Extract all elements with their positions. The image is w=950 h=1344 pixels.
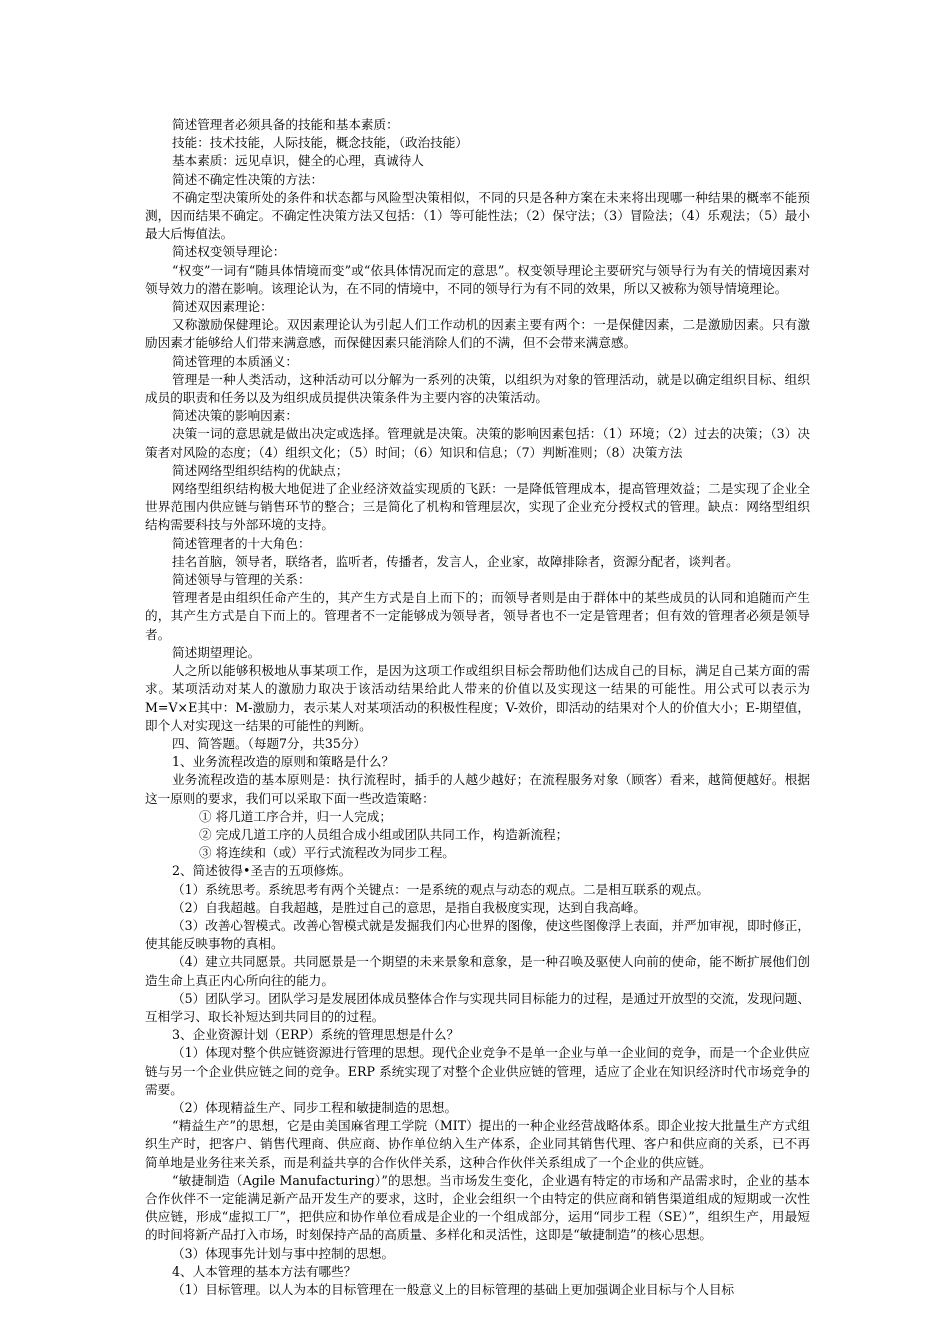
paragraph: 简述管理的本质涵义： xyxy=(172,353,298,369)
paragraph: 1、业务流程改造的原则和策略是什么？ xyxy=(172,754,395,770)
paragraph: ② 完成几道工序的人员组合成小组或团队共同工作，构造新流程； xyxy=(199,826,569,842)
paragraph: 挂名首脑，领导者，联络者，监听者，传播者，发言人，企业家，故障排除者，资源分配者，谈判者。 xyxy=(172,553,739,569)
paragraph: 人之所以能够积极地从事某项工作，是因为这项工作或组织目标会帮助他们达成自己的目标，满足自己某方面的需求。某项活动对某人的激励力取决于该活动结果给此人带来的价值以及实现这一结果的可能性。用公式可以表示为M=V×E其中：M-激励力，表示某人对某项活动的积极性程度；V-效价，即活动的结果对个人的价值大小；E-期望值，即个人对实现这一结果的可能性的判断。 xyxy=(145,663,810,733)
paragraph: 简述期望理论。 xyxy=(172,644,261,660)
paragraph: （2）体现精益生产、同步工程和敏捷制造的思想。 xyxy=(172,1099,458,1115)
paragraph: 业务流程改造的基本原则是：执行流程时，插手的人越少越好；在流程服务对象（顾客）看来，越简便越好。根据这一原则的要求，我们可以采取下面一些改造策略： xyxy=(145,772,810,806)
paragraph: 简述管理者必须具备的技能和基本素质： xyxy=(172,117,399,132)
paragraph: 简述网络型组织结构的优缺点； xyxy=(172,462,349,478)
paragraph: “敏捷制造（Agile Manufacturing）”的思想。当市场发生变化，企业遇有特定的市场和产品需求时，企业的基本合作伙伴不一定能满足新产品开发生产的要求，这时，企业会组织一个由特定的供应商和销售渠道组成的短期或一次性供应链，形成“虚拟工厂”，把供应和协作单位看成是企业的一个组成部分，运用“同步工程（SE）”，组织生产，用最短的时间将新产品打入市场，时刻保持产品的高质量、多样化和灵活性，这即是“敏捷制造”的核心思想。 xyxy=(145,1172,810,1243)
paragraph: “精益生产”的思想，它是由美国麻省理工学院（MIT）提出的一种企业经营战略体系。即企业按大批量生产方式组织生产时，把客户、销售代理商、供应商、协作单位纳入生产体系，企业同其销售代理、客户和供应商的关系，已不再简单地是业务往来关系，而是利益共享的合作伙伴关系，这种合作伙伴关系组成了一个企业的供应链。 xyxy=(145,1118,810,1170)
paragraph: 管理是一种人类活动，这种活动可以分解为一系列的决策，以组织为对象的管理活动，就是以确定组织目标、组织成员的职责和任务以及为组织成员提供决策条件为主要内容的决策活动。 xyxy=(145,371,810,406)
paragraph: （1）系统思考。系统思考有两个关键点：一是系统的观点与动态的观点。二是相互联系的观点。 xyxy=(172,881,709,897)
document-page xyxy=(145,116,810,1299)
paragraph: ③ 将连续和（或）平行式流程改为同步工程。 xyxy=(199,845,455,861)
paragraph: （4）建立共同愿景。共同愿景是一个期望的未来景象和意象，是一种召唤及驱使人向前的使命，能不断扩展他们创造生命上真正内心所向往的能力。 xyxy=(145,954,810,988)
paragraph: （1）体现对整个供应链资源进行管理的思想。现代企业竞争不是单一企业与单一企业间的竞争，而是一个企业供应链与另一个企业供应链之间的竞争。ERP 系统实现了对整个企业供应链的管理，适应了企业在知识经济时代市场竞争的需要。 xyxy=(145,1045,810,1097)
paragraph: （1）目标管理。以人为本的目标管理在一般意义上的目标管理的基础上更加强调企业目标与个人目标 xyxy=(172,1282,735,1297)
paragraph: （5）团队学习。团队学习是发展团体成员整体合作与实现共同目标能力的过程，是通过开放型的交流，发现问题、互相学习、取长补短达到共同目的的过程。 xyxy=(145,990,810,1024)
paragraph: （3）体现事先计划与事中控制的思想。 xyxy=(172,1245,395,1261)
paragraph: 简述决策的影响因素： xyxy=(172,408,298,424)
paragraph: ① 将几道工序合并，归一人完成； xyxy=(199,808,392,824)
paragraph: 基本素质：远见卓识，健全的心理，真诚待人 xyxy=(172,153,424,169)
paragraph: 4、人本管理的基本方法有哪些？ xyxy=(172,1263,357,1279)
paragraph: 简述管理者的十大角色： xyxy=(172,535,311,551)
paragraph: 网络型组织结构极大地促进了企业经济效益实现质的飞跃：一是降低管理成本，提高管理效益；二是实现了企业全世界范围内供应链与销售环节的整合；三是简化了机构和管理层次，实现了企业充分授权式的管理。缺点：网络型组织结构需要科技与外部环境的支持。 xyxy=(145,481,810,533)
paragraph: “权变”一词有“随具体情境而变”或“依具体情况而定的意思”。权变领导理论主要研究与领导行为有关的情境因素对领导效力的潜在影响。该理论认为，在不同的情境中，不同的领导行为有不同的效果，所以又被称为领导情境理论。 xyxy=(145,262,810,296)
paragraph: 简述领导与管理的关系： xyxy=(172,572,311,588)
paragraph: 简述双因素理论： xyxy=(172,299,273,315)
paragraph: 3、企业资源计划（ERP）系统的管理思想是什么？ xyxy=(172,1027,460,1043)
paragraph: 又称激励保健理论。双因素理论认为引起人们工作动机的因素主要有两个：一是保健因素，二是激励因素。只有激励因素才能够给人们带来满意感，而保健因素只能消除人们的不满，但不会带来满意感。 xyxy=(145,317,810,351)
paragraph: 管理者是由组织任命产生的，其产生方式是自上而下的；而领导者则是由于群体中的某些成员的认同和追随而产生的，其产生方式是自下而上的。管理者不一定能够成为领导者，领导者也不一定是管理者；但有效的管理者必须是领导者。 xyxy=(145,590,810,642)
paragraph: 不确定型决策所处的条件和状态都与风险型决策相似，不同的只是各种方案在未来将出现哪一种结果的概率不能预测，因而结果不确定。不确定性决策方法又包括：（1）等可能性法；（2）保守法；（3）冒险法；（4）乐观法；（5）最小最大后悔值法。 xyxy=(145,189,810,242)
paragraph: （2）自我超越。自我超越，是胜过自己的意思，是指自我极度实现，达到自我高峰。 xyxy=(172,899,646,915)
paragraph: 简述不确定性决策的方法： xyxy=(172,171,324,187)
paragraph: 技能：技术技能，人际技能，概念技能，（政治技能） xyxy=(172,135,468,151)
paragraph: 简述权变领导理论： xyxy=(172,244,286,260)
paragraph: 决策一词的意思就是做出决定或选择。管理就是决策。决策的影响因素包括：（1）环境；（2）过去的决策；（3）决策者对风险的态度；（4）组织文化；（5）时间；（6）知识和信息；（7）判断准则；（8）决策方法 xyxy=(145,426,810,460)
paragraph: 四、简答题。（每题7分，共35分） xyxy=(172,735,367,751)
paragraph: （3）改善心智模式。改善心智模式就是发掘我们内心世界的图像，使这些图像浮上表面，并严加审视，即时修正，使其能反映事物的真相。 xyxy=(145,917,810,952)
paragraph: 2、简述彼得•圣吉的五项修炼。 xyxy=(172,863,352,879)
